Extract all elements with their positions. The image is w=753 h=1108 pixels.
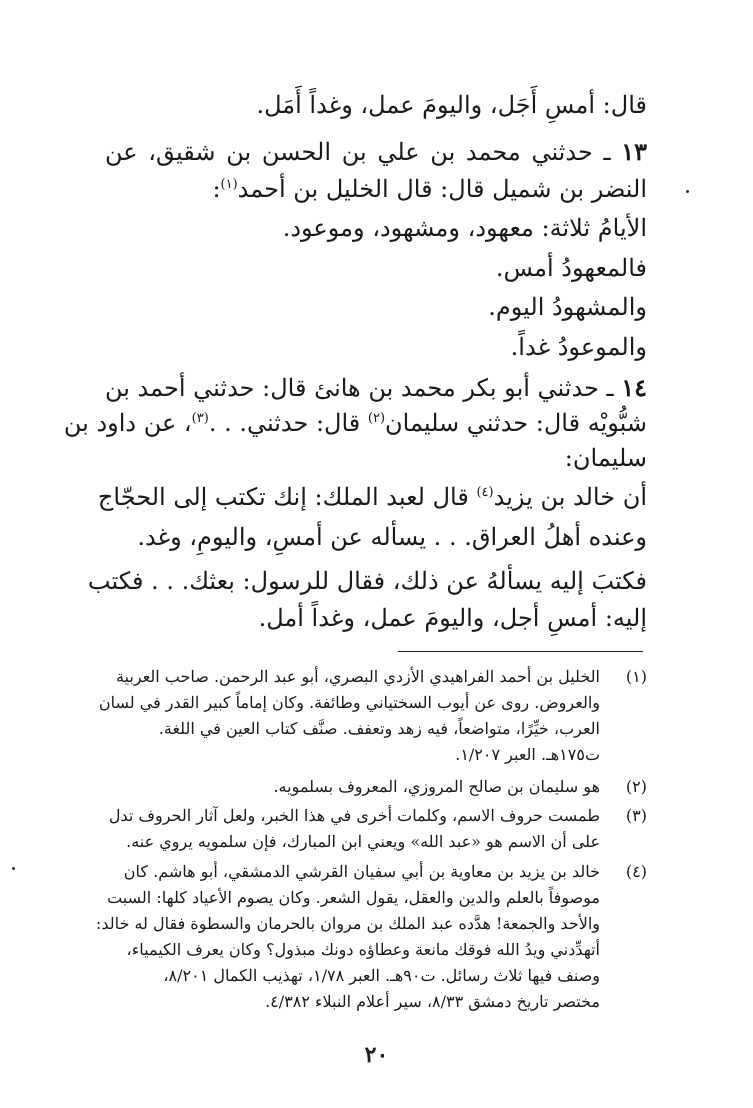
text-line-content: وعنده أهلُ العراق. . . يسأله عن أمسِ، واليومِ، وغد. bbox=[137, 523, 647, 551]
text-line-content: فالمعهودُ أمس. bbox=[495, 254, 647, 282]
text-line bbox=[565, 443, 647, 473]
text-line bbox=[488, 292, 647, 322]
text-line-content: قال لعبد الملك: إنك تكتب إلى الحجّاج bbox=[97, 483, 477, 511]
text-line-content: أن خالد بن يزيد bbox=[493, 483, 647, 511]
footnote-ref: (١) bbox=[220, 177, 238, 192]
footnote-line: الخليل بن أحمد الفراهيدي الأزدي البصري، أبو عبد الرحمن. صاحب العربية bbox=[115, 667, 600, 686]
text-line-content: سليمان: bbox=[564, 444, 647, 472]
text-line bbox=[212, 174, 647, 204]
text-line bbox=[511, 332, 647, 362]
text-line-content: ـ حدثني محمد بن علي بن الحسن بن شقيق، عن bbox=[105, 138, 611, 166]
text-line-content: والمشهودُ اليوم. bbox=[488, 293, 647, 321]
text-line bbox=[137, 522, 647, 552]
text-line-content: والموعودُ غداً. bbox=[510, 333, 647, 361]
text-line bbox=[259, 603, 647, 633]
footnote-number: (٢) bbox=[625, 777, 647, 796]
text-line-content: قال: حدثني. . . bbox=[208, 409, 368, 437]
text-line-content: شبُّويْه قال: حدثني سليمان bbox=[385, 409, 647, 437]
text-line-content: إليه: أمسِ أجل، واليومَ عمل، وغداً أمل. bbox=[258, 604, 647, 632]
footnote-line: خالد بن يزيد بن معاوية بن أبي سفيان القرشي الدمشقي، أبو هاشم. كان bbox=[123, 862, 600, 881]
page-number: ٢٠ bbox=[364, 1042, 389, 1068]
text-line-content: ـ حدثني أبو بكر محمد بن هانئ قال: حدثني أحمد بن bbox=[104, 374, 614, 402]
footnote-line: وصنف فيها ثلاث رسائل. ت٩٠هـ. العبر ١/٧٨، تهذيب الكمال ٨/٢٠١، bbox=[163, 966, 600, 985]
text-line bbox=[105, 137, 647, 167]
footnote-line: والأحد والجمعة! هدَّده عبد الملك بن مروان بالحرمان والسطوة فقال له خالد: bbox=[95, 914, 600, 933]
text-line-content: ، عن داود بن bbox=[63, 409, 192, 437]
text-line-content: فكتبَ إليه يسألهُ عن ذلك، فقال للرسول: بعثك. . . فكتب bbox=[87, 567, 647, 595]
text-line-content: قال: أمسِ أَجَل، واليومَ عمل، وغداً أَمَل. bbox=[256, 91, 647, 119]
footnote-separator bbox=[398, 651, 643, 652]
footnote-number: (٤) bbox=[625, 862, 647, 881]
footnote-line: العرب، خيِّرًا، متواضعاً، فيه زهد وتعفف. صنَّف كتاب العين في اللغة. bbox=[158, 719, 600, 738]
text-line-content: الأيامُ ثلاثة: معهود، ومشهود، وموعود. bbox=[282, 214, 647, 242]
text-line bbox=[105, 373, 647, 403]
footnote-line: طمست حروف الاسم، وكلمات أخرى في هذا الخبر، ولعل آثار الحروف تدل bbox=[108, 806, 600, 825]
footnote-line: موصوفاً بالعلم والدين والعقل، يقول الشعر. وكان يصوم الأعياد كلها: السبت bbox=[107, 888, 600, 907]
text-line bbox=[256, 90, 647, 120]
footnote-number: (٣) bbox=[625, 806, 647, 825]
footnote-ref: (٣) bbox=[191, 411, 209, 426]
footnote-line: ت١٧٥هـ. العبر ١/٢٠٧. bbox=[455, 745, 600, 764]
footnote-line: هو سليمان بن صالح المروزي، المعروف بسلمويه. bbox=[273, 777, 600, 796]
text-line-content: النضر بن شميل قال: قال الخليل بن أحمد bbox=[237, 175, 647, 203]
footnote-ref: (٢) bbox=[367, 411, 386, 426]
text-line bbox=[496, 253, 647, 283]
text-line bbox=[88, 566, 647, 596]
entry-number: ١٤ bbox=[621, 373, 647, 402]
footnote-line: مختصر تاريخ دمشق ٨/٣٣، سير أعلام النبلاء ٤/٣٨٢. bbox=[265, 992, 600, 1011]
text-line bbox=[283, 213, 647, 243]
scan-speck bbox=[686, 190, 689, 193]
footnote-number: (١) bbox=[625, 667, 647, 686]
scan-speck bbox=[12, 867, 15, 870]
footnote-line: والعروض. روى عن أيوب السختياني وطائفة. وكان إماماً كبير القدر في لسان bbox=[98, 693, 600, 712]
text-line bbox=[98, 482, 647, 512]
entry-number: ١٣ bbox=[621, 137, 648, 166]
text-line bbox=[64, 408, 647, 438]
text-line-content: : bbox=[212, 175, 221, 203]
footnote-line: على أن الاسم هو «عبد الله» ويعني ابن المبارك، فإن سلمويه يروي عنه. bbox=[126, 832, 600, 851]
footnote-line: أتهدِّدني ويدُ الله فوقك مانعة وعطاؤه دونك مبذول؟ وكان يعرف الكيمياء، bbox=[126, 940, 600, 959]
footnote-ref: (٤) bbox=[476, 485, 494, 500]
